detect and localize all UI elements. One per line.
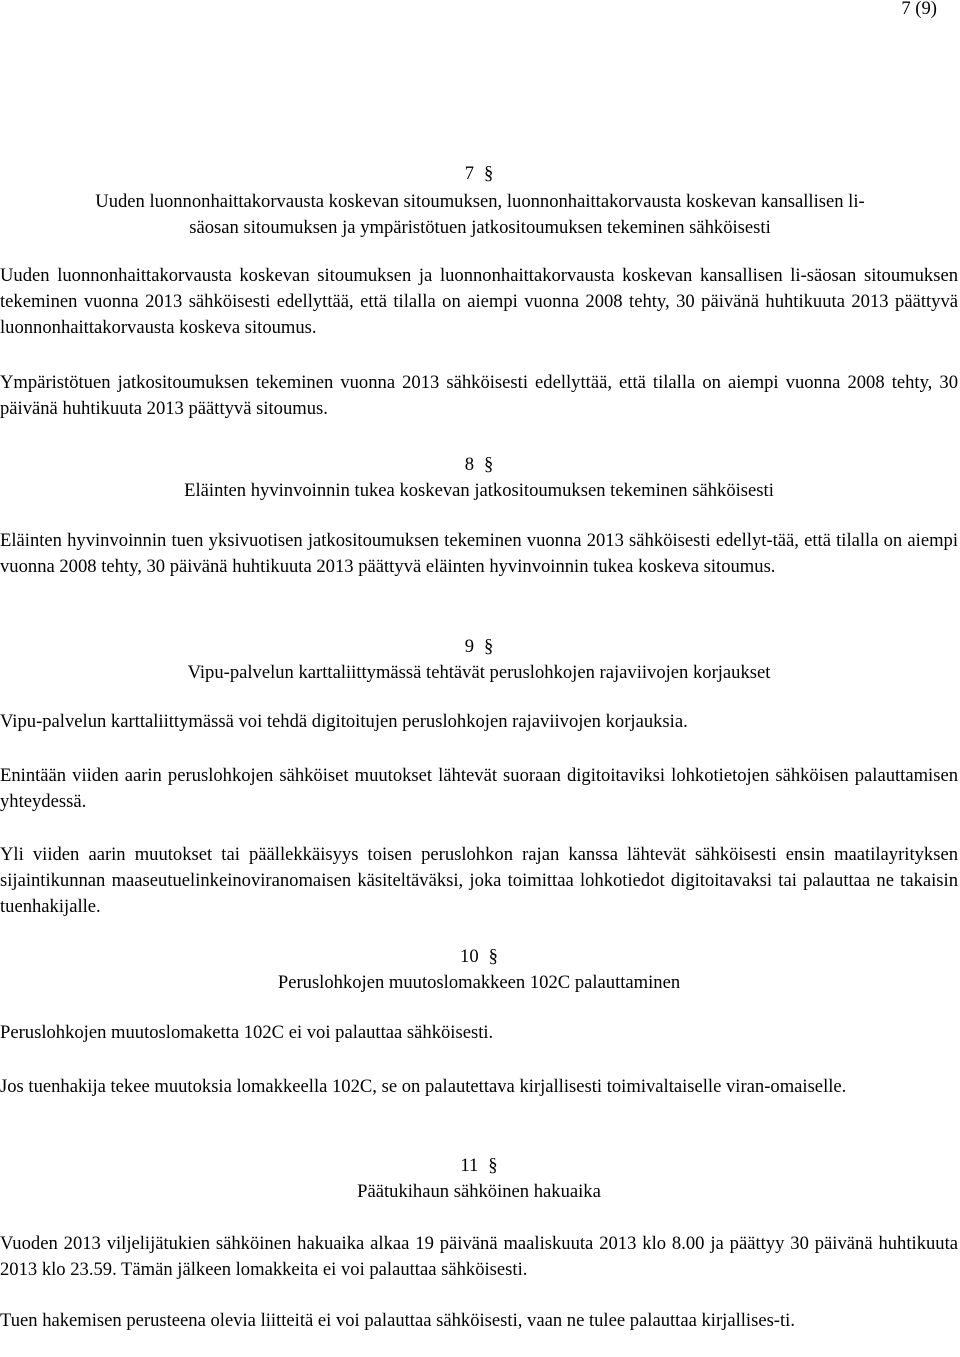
section-10-paragraph-2: Jos tuenhakija tekee muutoksia lomakkeella 102C, se on palautettava kirjallisesti toimivaltaiselle viran-omaiselle. [0,1076,847,1097]
section-8-heading [0,452,958,478]
page-number: 7 (9) [901,0,937,19]
section-9-paragraph-1: Vipu-palvelun karttaliittymässä voi tehdä digitoitujen peruslohkojen rajaviivojen korjauksia. [0,711,688,732]
section-7-paragraph-2: Ympäristötuen jatkositoumuksen tekeminen vuonna 2013 sähköisesti edellyttää, että tilalla on aiempi vuonna 2008 tehty, 30 päivänä huhtikuuta 2013 päättyvä sitoumus. [0,372,958,419]
section-10-title: Peruslohkojen muutoslomakkeen 102C palauttaminen [277,972,681,993]
section-11-paragraph-2: Tuen hakemisen perusteena olevia liitteitä ei voi palauttaa sähköisesti, vaan ne tulee palauttaa kirjallises-ti. [0,1310,795,1331]
section-7-heading [0,161,958,187]
section-9-paragraph-2: Enintään viiden aarin peruslohkojen sähköiset muutokset lähtevät suoraan digitoitaviksi lohkotietojen sähköisen palauttamisen yhteydessä. [0,765,958,812]
section-9-title: Vipu-palvelun karttaliittymässä tehtävät peruslohkojen rajaviivojen korjaukset [187,662,771,683]
section-11-heading [0,1153,958,1179]
section-9-paragraph-3: Yli viiden aarin muutokset tai päällekkäisyys toisen peruslohkon rajan kanssa lähtevät sähköisesti ensin maatilayrityksen sijaintikunnan maaseutuelinkeinoviranomaisen käsiteltäväksi, joka toimittaa lohkotiedot digitoitavaksi tai palauttaa ne takaisin tuenhakijalle. [0,844,958,917]
section-symbol: § [488,1155,498,1176]
section-11-paragraph-1: Vuoden 2013 viljelijätukien sähköinen hakuaika alkaa 19 päivänä maaliskuuta 2013 klo 8.00 ja päättyy 30 päivänä huhtikuuta 2013 klo 23.59. Tämän jälkeen lomakkeita ei voi palauttaa sähköisesti. [0,1233,958,1280]
section-7-paragraph-1: Uuden luonnonhaittakorvausta koskevan sitoumuksen ja luonnonhaittakorvausta koskevan kansallisen li-säosan sitoumuksen tekeminen vuonna 2013 sähköisesti edellyttää, että tilalla on aiempi vuonna 2008 tehty, 30 päivänä huhtikuuta 2013 päättyvä luonnonhaittakorvausta koskeva sitoumus. [0,265,958,338]
section-10-paragraph-1: Peruslohkojen muutoslomaketta 102C ei voi palauttaa sähköisesti. [0,1022,494,1043]
section-7-title: Uuden luonnonhaittakorvausta koskevan sitoumuksen, luonnonhaittakorvausta koskevan kansallisen li- säosan sitoumuksen ja ympäristötuen jatkositoumuksen tekeminen sähköisesti [95,191,865,238]
section-11-title: Päätukihaun sähköinen hakuaika [357,1181,601,1202]
section-symbol: § [484,163,494,184]
section-number: 7 [464,163,474,184]
section-symbol: § [484,636,494,657]
section-symbol: § [484,454,494,475]
section-10-heading [0,944,958,970]
section-number: 8 [464,454,474,475]
section-8-paragraph-1: Eläinten hyvinvoinnin tuen yksivuotisen jatkositoumuksen tekeminen vuonna 2013 sähköisesti edellyt-tää, että tilalla on aiempi vuonna 2008 tehty, 30 päivänä huhtikuuta 2013 päättyvä eläinten hyvinvoinnin tukea koskeva sitoumus. [0,530,958,577]
section-number: 10 [460,946,479,967]
section-number: 9 [464,636,474,657]
section-9-heading [0,634,958,660]
section-symbol: § [488,946,498,967]
section-8-title: Eläinten hyvinvoinnin tukea koskevan jatkositoumuksen tekeminen sähköisesti [184,480,774,501]
section-number: 11 [460,1155,479,1176]
